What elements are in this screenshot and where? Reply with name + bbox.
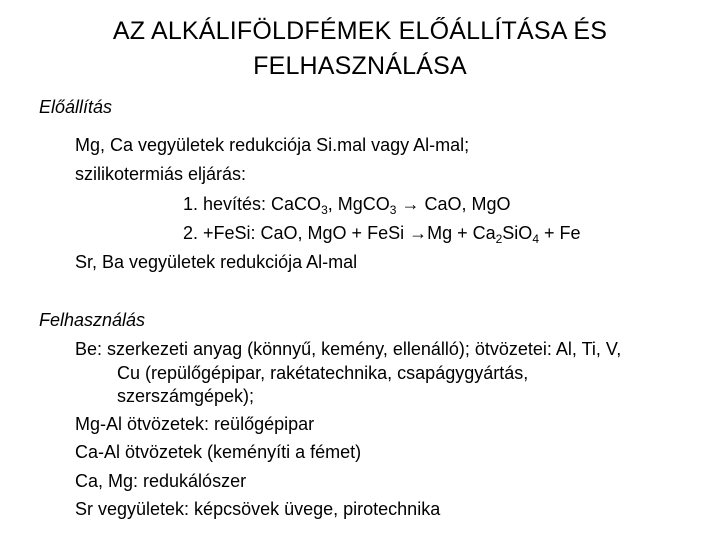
step-2-sub-b: 4 bbox=[532, 232, 539, 246]
step-1-sub-b: 3 bbox=[389, 203, 397, 217]
production-heading: Előállítás bbox=[39, 97, 113, 117]
usage-ca-al: Ca-Al ötvözetek (keményíti a fémet) bbox=[75, 442, 362, 462]
production-step-2 bbox=[183, 222, 581, 244]
usage-be-line-1: Be: szerkezeti anyag (könnyű, kemény, ellenálló); ötvözetei: Al, Ti, V, bbox=[75, 339, 622, 359]
step-1-sub-a: 3 bbox=[321, 203, 328, 217]
usage-sr: Sr vegyületek: képcsövek üvege, pirotechnika bbox=[75, 499, 441, 519]
usage-be-line-3: szerszámgépek); bbox=[117, 386, 255, 406]
usage-be-line-2: Cu (repülőgépipar, rakétatechnika, csapágygyártás, bbox=[117, 363, 529, 383]
step-1-text-c: → CaO, MgO bbox=[396, 194, 511, 214]
step-2-text-a: 2. +FeSi: CaO, MgO + FeSi →Mg + Ca bbox=[183, 223, 496, 243]
production-line-2: szilikotermiás eljárás: bbox=[75, 164, 247, 184]
step-2-text-c: + Fe bbox=[539, 223, 581, 243]
step-1-text-a: 1. hevítés: CaCO bbox=[183, 194, 322, 214]
production-line-3: Sr, Ba vegyületek redukciója Al-mal bbox=[75, 252, 358, 272]
production-step-1 bbox=[183, 193, 510, 215]
step-1-text-b: , MgCO bbox=[327, 194, 390, 214]
usage-heading: Felhasználás bbox=[39, 310, 146, 330]
title-line-2: FELHASZNÁLÁSA bbox=[253, 52, 467, 80]
step-2-sub-a: 2 bbox=[495, 232, 503, 246]
usage-mg-al: Mg-Al ötvözetek: reülőgépipar bbox=[75, 414, 315, 434]
step-2-text-b: SiO bbox=[502, 223, 533, 243]
page-title bbox=[0, 14, 720, 84]
title-line-1: AZ ALKÁLIFÖLDFÉMEK ELŐÁLLÍTÁSA ÉS bbox=[112, 17, 608, 45]
usage-ca-mg: Ca, Mg: redukálószer bbox=[75, 471, 247, 491]
production-line-1: Mg, Ca vegyületek redukciója Si.mal vagy Al-mal; bbox=[75, 135, 470, 155]
